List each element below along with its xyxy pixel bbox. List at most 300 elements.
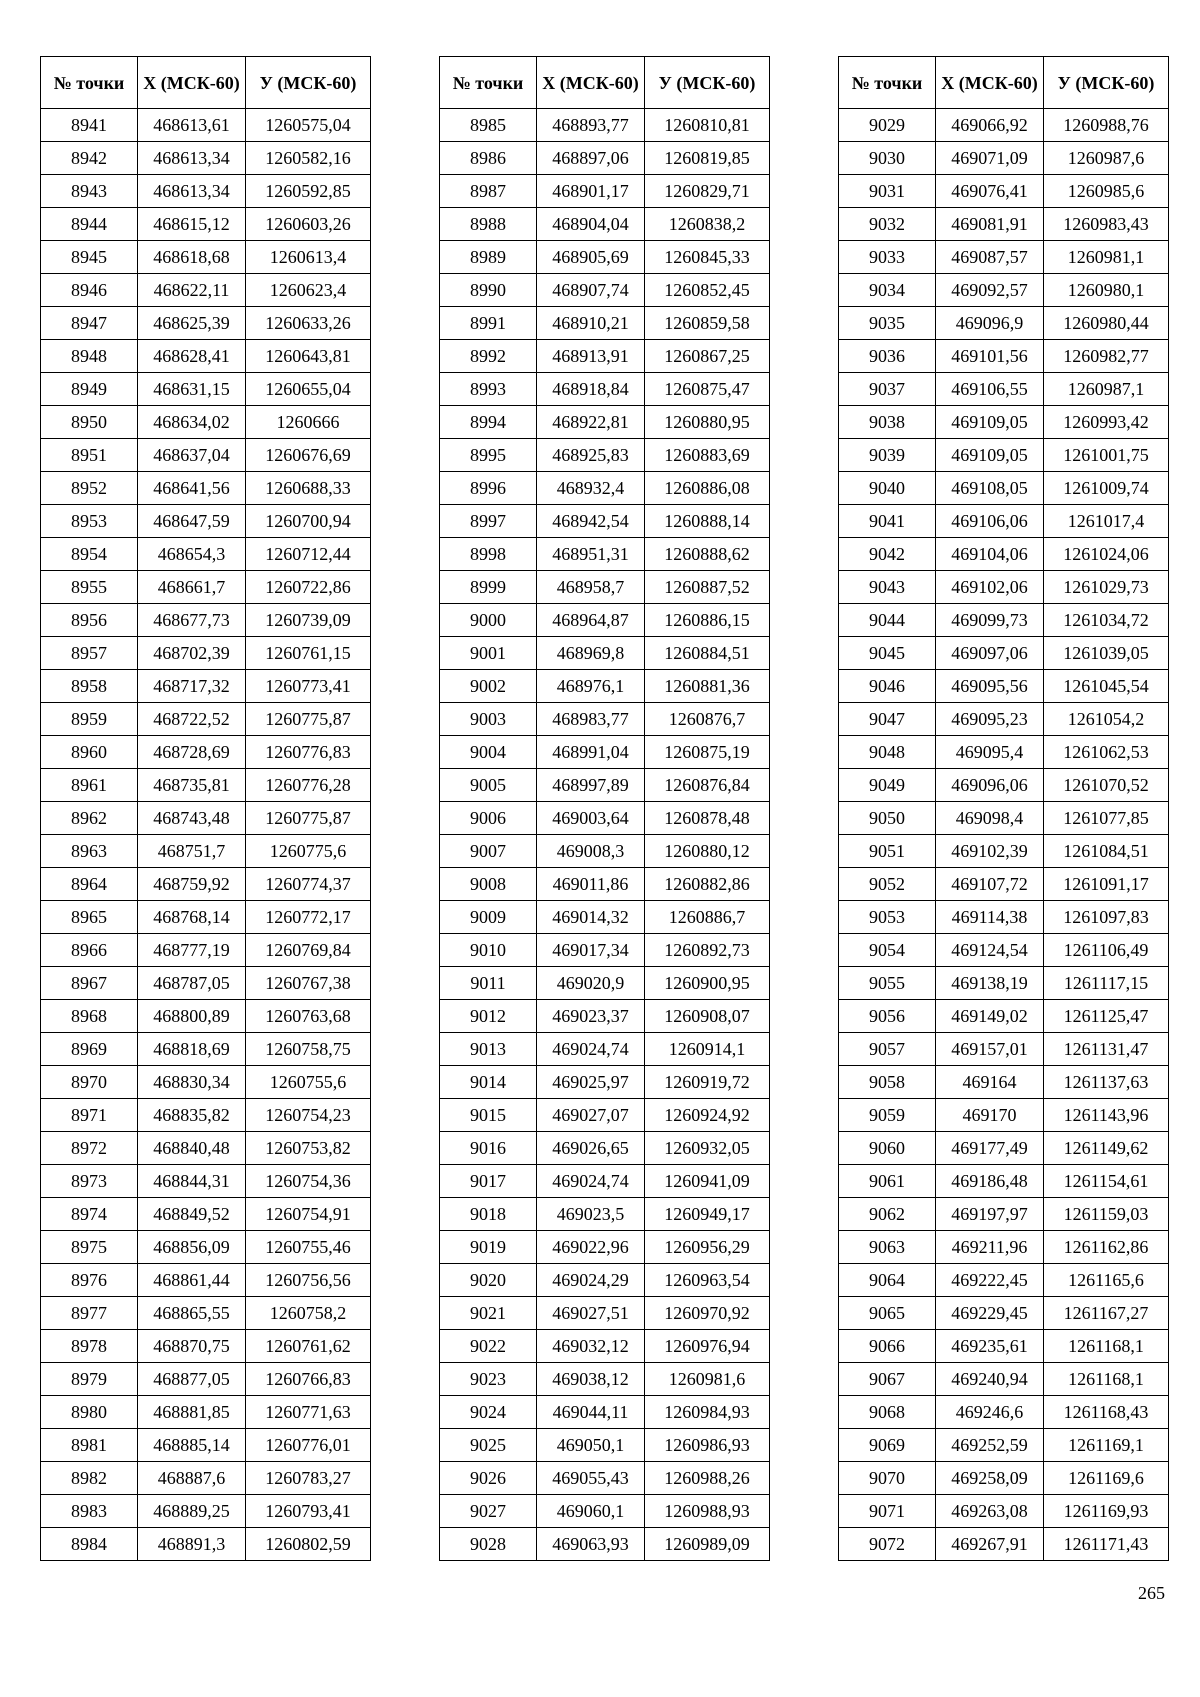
cell-point-number: 9065 bbox=[839, 1297, 936, 1330]
table-row bbox=[440, 571, 770, 604]
table-row bbox=[440, 934, 770, 967]
table-row bbox=[440, 1429, 770, 1462]
cell-x-coord: 469081,91 bbox=[936, 208, 1044, 241]
cell-y-coord: 1260963,54 bbox=[645, 1264, 770, 1297]
cell-point-number: 8967 bbox=[41, 967, 138, 1000]
cell-x-coord: 468861,44 bbox=[138, 1264, 246, 1297]
table-row bbox=[839, 1330, 1169, 1363]
cell-point-number: 8995 bbox=[440, 439, 537, 472]
table-row bbox=[440, 340, 770, 373]
cell-x-coord: 468904,04 bbox=[537, 208, 645, 241]
table-row bbox=[440, 1000, 770, 1033]
cell-point-number: 9026 bbox=[440, 1462, 537, 1495]
cell-y-coord: 1261168,43 bbox=[1044, 1396, 1169, 1429]
table-row bbox=[839, 1528, 1169, 1561]
cell-x-coord: 469060,1 bbox=[537, 1495, 645, 1528]
table-row bbox=[440, 1297, 770, 1330]
cell-point-number: 8977 bbox=[41, 1297, 138, 1330]
cell-point-number: 9069 bbox=[839, 1429, 936, 1462]
cell-x-coord: 468997,89 bbox=[537, 769, 645, 802]
table-row bbox=[41, 505, 371, 538]
table-row bbox=[41, 307, 371, 340]
table-row bbox=[440, 208, 770, 241]
cell-x-coord: 469044,11 bbox=[537, 1396, 645, 1429]
table-row bbox=[440, 1528, 770, 1561]
cell-y-coord: 1261029,73 bbox=[1044, 571, 1169, 604]
cell-x-coord: 468800,89 bbox=[138, 1000, 246, 1033]
cell-point-number: 8944 bbox=[41, 208, 138, 241]
table-row bbox=[839, 439, 1169, 472]
cell-point-number: 8974 bbox=[41, 1198, 138, 1231]
cell-x-coord: 469020,9 bbox=[537, 967, 645, 1000]
cell-y-coord: 1261168,1 bbox=[1044, 1363, 1169, 1396]
table-row bbox=[440, 406, 770, 439]
cell-x-coord: 468885,14 bbox=[138, 1429, 246, 1462]
cell-y-coord: 1260775,6 bbox=[246, 835, 371, 868]
cell-y-coord: 1261169,6 bbox=[1044, 1462, 1169, 1495]
cell-y-coord: 1260876,84 bbox=[645, 769, 770, 802]
table-row bbox=[839, 1231, 1169, 1264]
table-header-row bbox=[41, 57, 371, 109]
cell-point-number: 8978 bbox=[41, 1330, 138, 1363]
cell-y-coord: 1260676,69 bbox=[246, 439, 371, 472]
table-row bbox=[41, 1231, 371, 1264]
cell-y-coord: 1260887,52 bbox=[645, 571, 770, 604]
cell-point-number: 8993 bbox=[440, 373, 537, 406]
cell-x-coord: 468830,34 bbox=[138, 1066, 246, 1099]
cell-point-number: 8975 bbox=[41, 1231, 138, 1264]
table-row bbox=[41, 934, 371, 967]
cell-point-number: 9010 bbox=[440, 934, 537, 967]
cell-x-coord: 469022,96 bbox=[537, 1231, 645, 1264]
cell-point-number: 9060 bbox=[839, 1132, 936, 1165]
table-row bbox=[440, 1066, 770, 1099]
cell-y-coord: 1260980,44 bbox=[1044, 307, 1169, 340]
table-row bbox=[41, 571, 371, 604]
cell-x-coord: 468628,41 bbox=[138, 340, 246, 373]
cell-x-coord: 469095,4 bbox=[936, 736, 1044, 769]
cell-point-number: 8964 bbox=[41, 868, 138, 901]
table-row bbox=[41, 439, 371, 472]
table-row bbox=[839, 1396, 1169, 1429]
cell-point-number: 8947 bbox=[41, 307, 138, 340]
cell-y-coord: 1260988,76 bbox=[1044, 109, 1169, 142]
cell-x-coord: 469025,97 bbox=[537, 1066, 645, 1099]
cell-y-coord: 1260753,82 bbox=[246, 1132, 371, 1165]
cell-x-coord: 469157,01 bbox=[936, 1033, 1044, 1066]
cell-x-coord: 468722,52 bbox=[138, 703, 246, 736]
table-row bbox=[41, 1297, 371, 1330]
cell-y-coord: 1260886,08 bbox=[645, 472, 770, 505]
cell-x-coord: 469258,09 bbox=[936, 1462, 1044, 1495]
cell-point-number: 9035 bbox=[839, 307, 936, 340]
cell-point-number: 8955 bbox=[41, 571, 138, 604]
cell-x-coord: 469099,73 bbox=[936, 604, 1044, 637]
cell-x-coord: 468654,3 bbox=[138, 538, 246, 571]
table-row bbox=[440, 1033, 770, 1066]
cell-point-number: 8956 bbox=[41, 604, 138, 637]
cell-point-number: 8941 bbox=[41, 109, 138, 142]
cell-y-coord: 1260852,45 bbox=[645, 274, 770, 307]
table-row bbox=[839, 373, 1169, 406]
cell-y-coord: 1260875,19 bbox=[645, 736, 770, 769]
cell-x-coord: 469011,86 bbox=[537, 868, 645, 901]
cell-point-number: 8998 bbox=[440, 538, 537, 571]
cell-x-coord: 468613,34 bbox=[138, 142, 246, 175]
cell-x-coord: 468618,68 bbox=[138, 241, 246, 274]
cell-y-coord: 1260776,83 bbox=[246, 736, 371, 769]
cell-x-coord: 469101,56 bbox=[936, 340, 1044, 373]
cell-y-coord: 1260987,6 bbox=[1044, 142, 1169, 175]
cell-y-coord: 1260908,07 bbox=[645, 1000, 770, 1033]
cell-point-number: 9017 bbox=[440, 1165, 537, 1198]
cell-point-number: 8952 bbox=[41, 472, 138, 505]
cell-y-coord: 1261077,85 bbox=[1044, 802, 1169, 835]
cell-x-coord: 468889,25 bbox=[138, 1495, 246, 1528]
cell-point-number: 9008 bbox=[440, 868, 537, 901]
table-row bbox=[440, 703, 770, 736]
cell-point-number: 9043 bbox=[839, 571, 936, 604]
cell-y-coord: 1261039,05 bbox=[1044, 637, 1169, 670]
cell-x-coord: 468991,04 bbox=[537, 736, 645, 769]
cell-x-coord: 469107,72 bbox=[936, 868, 1044, 901]
cell-y-coord: 1260755,46 bbox=[246, 1231, 371, 1264]
cell-point-number: 8980 bbox=[41, 1396, 138, 1429]
cell-point-number: 8945 bbox=[41, 241, 138, 274]
cell-point-number: 8970 bbox=[41, 1066, 138, 1099]
table-row bbox=[41, 1033, 371, 1066]
cell-y-coord: 1260775,87 bbox=[246, 802, 371, 835]
cell-point-number: 9034 bbox=[839, 274, 936, 307]
table-row bbox=[839, 142, 1169, 175]
table-row bbox=[440, 670, 770, 703]
table-row bbox=[41, 736, 371, 769]
cell-y-coord: 1260774,37 bbox=[246, 868, 371, 901]
cell-x-coord: 468893,77 bbox=[537, 109, 645, 142]
cell-y-coord: 1260882,86 bbox=[645, 868, 770, 901]
cell-y-coord: 1260900,95 bbox=[645, 967, 770, 1000]
cell-y-coord: 1261165,6 bbox=[1044, 1264, 1169, 1297]
cell-y-coord: 1261084,51 bbox=[1044, 835, 1169, 868]
header-y-coord: У (МСК-60) bbox=[1044, 57, 1169, 109]
cell-x-coord: 469267,91 bbox=[936, 1528, 1044, 1561]
table-row bbox=[41, 538, 371, 571]
table-row bbox=[440, 142, 770, 175]
table-row bbox=[440, 1396, 770, 1429]
table-row bbox=[41, 1165, 371, 1198]
cell-point-number: 9011 bbox=[440, 967, 537, 1000]
cell-x-coord: 468637,04 bbox=[138, 439, 246, 472]
table-row bbox=[839, 703, 1169, 736]
cell-y-coord: 1260988,26 bbox=[645, 1462, 770, 1495]
cell-x-coord: 469235,61 bbox=[936, 1330, 1044, 1363]
cell-point-number: 8962 bbox=[41, 802, 138, 835]
table-row bbox=[41, 340, 371, 373]
cell-x-coord: 468777,19 bbox=[138, 934, 246, 967]
cell-point-number: 8990 bbox=[440, 274, 537, 307]
cell-x-coord: 468759,92 bbox=[138, 868, 246, 901]
cell-point-number: 9050 bbox=[839, 802, 936, 835]
cell-y-coord: 1260988,93 bbox=[645, 1495, 770, 1528]
cell-y-coord: 1261117,15 bbox=[1044, 967, 1169, 1000]
table-row bbox=[440, 1165, 770, 1198]
cell-y-coord: 1260592,85 bbox=[246, 175, 371, 208]
cell-point-number: 8999 bbox=[440, 571, 537, 604]
cell-y-coord: 1260884,51 bbox=[645, 637, 770, 670]
cell-x-coord: 469096,9 bbox=[936, 307, 1044, 340]
table-row bbox=[839, 571, 1169, 604]
cell-y-coord: 1261017,4 bbox=[1044, 505, 1169, 538]
table-row bbox=[839, 1429, 1169, 1462]
cell-point-number: 9024 bbox=[440, 1396, 537, 1429]
table-row bbox=[839, 1495, 1169, 1528]
coords-table-2 bbox=[439, 56, 770, 1561]
cell-x-coord: 469024,74 bbox=[537, 1165, 645, 1198]
cell-x-coord: 468901,17 bbox=[537, 175, 645, 208]
cell-y-coord: 1260980,1 bbox=[1044, 274, 1169, 307]
cell-x-coord: 469124,54 bbox=[936, 934, 1044, 967]
cell-point-number: 8994 bbox=[440, 406, 537, 439]
table-row bbox=[41, 142, 371, 175]
cell-y-coord: 1260603,26 bbox=[246, 208, 371, 241]
cell-point-number: 8985 bbox=[440, 109, 537, 142]
cell-point-number: 9018 bbox=[440, 1198, 537, 1231]
cell-point-number: 9058 bbox=[839, 1066, 936, 1099]
cell-y-coord: 1261125,47 bbox=[1044, 1000, 1169, 1033]
cell-y-coord: 1260772,17 bbox=[246, 901, 371, 934]
table-row bbox=[839, 1033, 1169, 1066]
table-row bbox=[440, 241, 770, 274]
table-row bbox=[41, 703, 371, 736]
cell-x-coord: 469197,97 bbox=[936, 1198, 1044, 1231]
table-row bbox=[839, 802, 1169, 835]
cell-y-coord: 1260914,1 bbox=[645, 1033, 770, 1066]
cell-point-number: 9044 bbox=[839, 604, 936, 637]
table-row bbox=[41, 241, 371, 274]
cell-point-number: 9045 bbox=[839, 637, 936, 670]
cell-x-coord: 468958,7 bbox=[537, 571, 645, 604]
cell-x-coord: 468905,69 bbox=[537, 241, 645, 274]
cell-point-number: 9009 bbox=[440, 901, 537, 934]
cell-point-number: 9012 bbox=[440, 1000, 537, 1033]
cell-point-number: 9004 bbox=[440, 736, 537, 769]
table-row bbox=[41, 1066, 371, 1099]
table-row bbox=[440, 1099, 770, 1132]
cell-y-coord: 1260802,59 bbox=[246, 1528, 371, 1561]
cell-x-coord: 468891,3 bbox=[138, 1528, 246, 1561]
cell-y-coord: 1261167,27 bbox=[1044, 1297, 1169, 1330]
table-row bbox=[839, 835, 1169, 868]
cell-point-number: 8946 bbox=[41, 274, 138, 307]
table-row bbox=[41, 802, 371, 835]
cell-y-coord: 1261154,61 bbox=[1044, 1165, 1169, 1198]
table-row bbox=[41, 175, 371, 208]
cell-x-coord: 469102,06 bbox=[936, 571, 1044, 604]
cell-y-coord: 1260766,83 bbox=[246, 1363, 371, 1396]
cell-point-number: 9061 bbox=[839, 1165, 936, 1198]
cell-point-number: 8979 bbox=[41, 1363, 138, 1396]
cell-y-coord: 1261143,96 bbox=[1044, 1099, 1169, 1132]
cell-point-number: 9046 bbox=[839, 670, 936, 703]
cell-x-coord: 468964,87 bbox=[537, 604, 645, 637]
table-row bbox=[839, 307, 1169, 340]
cell-y-coord: 1261024,06 bbox=[1044, 538, 1169, 571]
cell-point-number: 8973 bbox=[41, 1165, 138, 1198]
cell-y-coord: 1260982,77 bbox=[1044, 340, 1169, 373]
cell-x-coord: 469108,05 bbox=[936, 472, 1044, 505]
table-row bbox=[839, 505, 1169, 538]
cell-y-coord: 1260773,41 bbox=[246, 670, 371, 703]
cell-x-coord: 469149,02 bbox=[936, 1000, 1044, 1033]
cell-x-coord: 469177,49 bbox=[936, 1132, 1044, 1165]
cell-x-coord: 469027,51 bbox=[537, 1297, 645, 1330]
cell-x-coord: 469109,05 bbox=[936, 439, 1044, 472]
header-x-coord: X (МСК-60) bbox=[138, 57, 246, 109]
cell-x-coord: 469229,45 bbox=[936, 1297, 1044, 1330]
table-row bbox=[440, 1363, 770, 1396]
cell-point-number: 8989 bbox=[440, 241, 537, 274]
cell-y-coord: 1260643,81 bbox=[246, 340, 371, 373]
cell-point-number: 9021 bbox=[440, 1297, 537, 1330]
cell-point-number: 8988 bbox=[440, 208, 537, 241]
cell-point-number: 8943 bbox=[41, 175, 138, 208]
cell-y-coord: 1261149,62 bbox=[1044, 1132, 1169, 1165]
cell-x-coord: 468613,34 bbox=[138, 175, 246, 208]
cell-y-coord: 1260886,15 bbox=[645, 604, 770, 637]
table-row bbox=[839, 1066, 1169, 1099]
cell-x-coord: 469024,29 bbox=[537, 1264, 645, 1297]
cell-point-number: 9063 bbox=[839, 1231, 936, 1264]
cell-point-number: 9022 bbox=[440, 1330, 537, 1363]
cell-x-coord: 469095,23 bbox=[936, 703, 1044, 736]
cell-point-number: 9071 bbox=[839, 1495, 936, 1528]
cell-x-coord: 468976,1 bbox=[537, 670, 645, 703]
cell-point-number: 8987 bbox=[440, 175, 537, 208]
table-row bbox=[839, 1264, 1169, 1297]
table-row bbox=[41, 1363, 371, 1396]
cell-x-coord: 468735,81 bbox=[138, 769, 246, 802]
cell-y-coord: 1260700,94 bbox=[246, 505, 371, 538]
cell-y-coord: 1261169,93 bbox=[1044, 1495, 1169, 1528]
table-row bbox=[839, 736, 1169, 769]
cell-y-coord: 1260761,62 bbox=[246, 1330, 371, 1363]
cell-point-number: 9015 bbox=[440, 1099, 537, 1132]
table-header-row bbox=[839, 57, 1169, 109]
table-row bbox=[41, 901, 371, 934]
cell-y-coord: 1260776,01 bbox=[246, 1429, 371, 1462]
table-row bbox=[41, 769, 371, 802]
table-row bbox=[839, 241, 1169, 274]
cell-point-number: 8951 bbox=[41, 439, 138, 472]
cell-point-number: 9003 bbox=[440, 703, 537, 736]
table-row bbox=[440, 736, 770, 769]
cell-y-coord: 1260776,28 bbox=[246, 769, 371, 802]
cell-point-number: 9037 bbox=[839, 373, 936, 406]
table-row bbox=[41, 1099, 371, 1132]
cell-y-coord: 1260575,04 bbox=[246, 109, 371, 142]
cell-x-coord: 468641,56 bbox=[138, 472, 246, 505]
table-row bbox=[440, 1264, 770, 1297]
table-row bbox=[41, 208, 371, 241]
cell-y-coord: 1260767,38 bbox=[246, 967, 371, 1000]
cell-x-coord: 468932,4 bbox=[537, 472, 645, 505]
table-row bbox=[440, 868, 770, 901]
cell-y-coord: 1260633,26 bbox=[246, 307, 371, 340]
cell-point-number: 9036 bbox=[839, 340, 936, 373]
cell-y-coord: 1260810,81 bbox=[645, 109, 770, 142]
cell-y-coord: 1260754,23 bbox=[246, 1099, 371, 1132]
table-row bbox=[839, 208, 1169, 241]
cell-x-coord: 469071,09 bbox=[936, 142, 1044, 175]
cell-point-number: 8963 bbox=[41, 835, 138, 868]
cell-point-number: 9019 bbox=[440, 1231, 537, 1264]
table-row bbox=[839, 604, 1169, 637]
table-row bbox=[41, 1429, 371, 1462]
cell-x-coord: 469026,65 bbox=[537, 1132, 645, 1165]
table-row bbox=[440, 802, 770, 835]
cell-x-coord: 468887,6 bbox=[138, 1462, 246, 1495]
cell-point-number: 8981 bbox=[41, 1429, 138, 1462]
cell-y-coord: 1260771,63 bbox=[246, 1396, 371, 1429]
cell-point-number: 8983 bbox=[41, 1495, 138, 1528]
table-row bbox=[440, 1330, 770, 1363]
cell-y-coord: 1261131,47 bbox=[1044, 1033, 1169, 1066]
cell-x-coord: 468856,09 bbox=[138, 1231, 246, 1264]
table-row bbox=[41, 373, 371, 406]
cell-point-number: 9039 bbox=[839, 439, 936, 472]
cell-point-number: 9054 bbox=[839, 934, 936, 967]
cell-x-coord: 468942,54 bbox=[537, 505, 645, 538]
cell-y-coord: 1260838,2 bbox=[645, 208, 770, 241]
cell-point-number: 9002 bbox=[440, 670, 537, 703]
cell-point-number: 8992 bbox=[440, 340, 537, 373]
cell-point-number: 8960 bbox=[41, 736, 138, 769]
table-row bbox=[839, 1000, 1169, 1033]
cell-y-coord: 1261045,54 bbox=[1044, 670, 1169, 703]
cell-point-number: 9059 bbox=[839, 1099, 936, 1132]
table-row bbox=[440, 604, 770, 637]
cell-point-number: 8971 bbox=[41, 1099, 138, 1132]
table-row bbox=[440, 967, 770, 1000]
table-row bbox=[839, 967, 1169, 1000]
table-row bbox=[839, 340, 1169, 373]
cell-y-coord: 1260875,47 bbox=[645, 373, 770, 406]
cell-x-coord: 468751,7 bbox=[138, 835, 246, 868]
cell-point-number: 8950 bbox=[41, 406, 138, 439]
cell-x-coord: 468661,7 bbox=[138, 571, 246, 604]
cell-x-coord: 469003,64 bbox=[537, 802, 645, 835]
cell-x-coord: 468881,85 bbox=[138, 1396, 246, 1429]
cell-y-coord: 1260613,4 bbox=[246, 241, 371, 274]
cell-point-number: 8982 bbox=[41, 1462, 138, 1495]
cell-y-coord: 1260956,29 bbox=[645, 1231, 770, 1264]
cell-x-coord: 468922,81 bbox=[537, 406, 645, 439]
cell-x-coord: 469104,06 bbox=[936, 538, 1044, 571]
cell-y-coord: 1260981,6 bbox=[645, 1363, 770, 1396]
cell-x-coord: 468647,59 bbox=[138, 505, 246, 538]
cell-x-coord: 469098,4 bbox=[936, 802, 1044, 835]
table-row bbox=[41, 274, 371, 307]
cell-y-coord: 1260819,85 bbox=[645, 142, 770, 175]
cell-point-number: 9053 bbox=[839, 901, 936, 934]
cell-point-number: 8976 bbox=[41, 1264, 138, 1297]
table-row bbox=[41, 835, 371, 868]
cell-x-coord: 469252,59 bbox=[936, 1429, 1044, 1462]
cell-x-coord: 469087,57 bbox=[936, 241, 1044, 274]
cell-point-number: 9016 bbox=[440, 1132, 537, 1165]
cell-x-coord: 469076,41 bbox=[936, 175, 1044, 208]
cell-y-coord: 1261001,75 bbox=[1044, 439, 1169, 472]
